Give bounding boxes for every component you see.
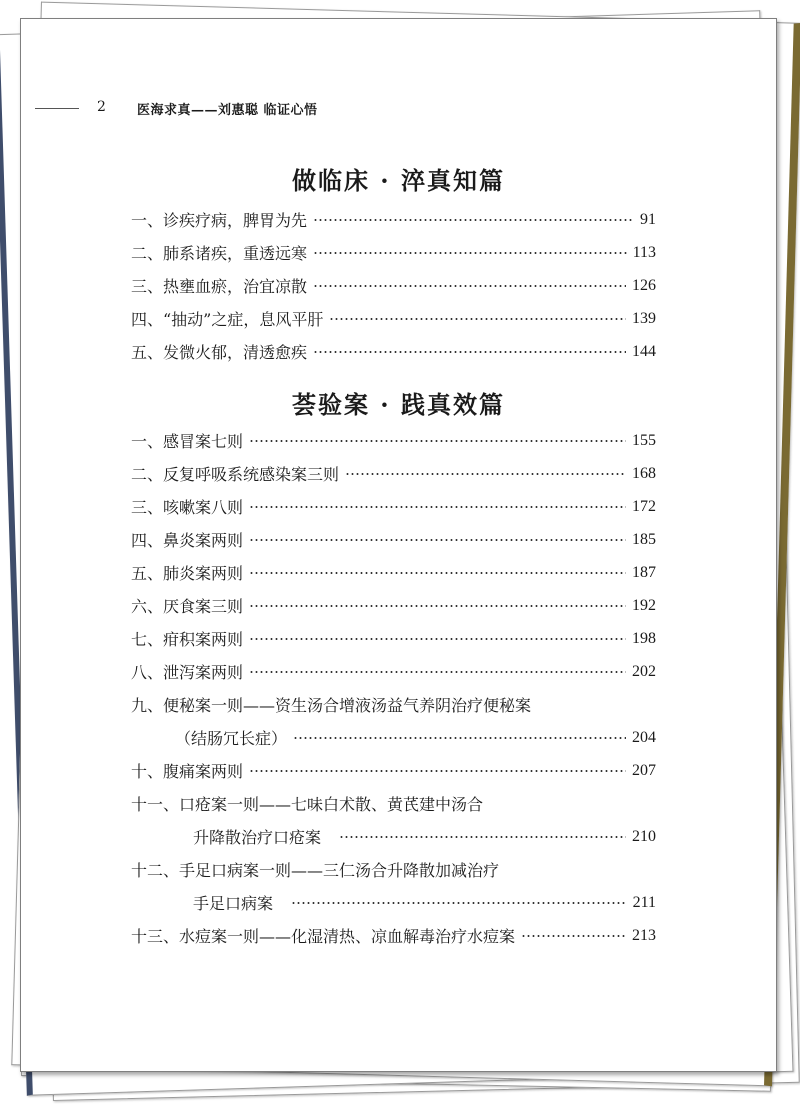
dot-leader [293, 737, 626, 739]
toc-entry-label: 一、诊疾疗病，脾胃为先 [131, 211, 308, 230]
toc-entry[interactable] [131, 203, 656, 236]
page-number: 2 [97, 99, 106, 115]
toc-entry-label: 十三、水痘案一则——化湿清热、凉血解毒治疗水痘案 [131, 927, 516, 946]
dot-leader [249, 506, 626, 508]
toc-entry-label: 七、疳积案两则 [131, 630, 244, 649]
toc-entry-label: 十一、口疮案一则——七味白术散、黄芪建中汤合 [131, 795, 484, 814]
toc-entry-page: 139 [632, 309, 656, 327]
dot-leader [345, 473, 626, 475]
toc-entry-label: 九、便秘案一则——资生汤合增液汤益气养阴治疗便秘案 [131, 696, 532, 715]
toc-entry-page: 192 [632, 596, 656, 614]
toc-section-practice [131, 203, 656, 368]
toc-entry-continuation[interactable] [131, 820, 656, 853]
dot-leader [313, 351, 626, 353]
toc-entry[interactable] [131, 655, 656, 688]
toc-entry-page: 211 [632, 893, 656, 911]
toc-entry[interactable] [131, 457, 656, 490]
dot-leader [249, 605, 626, 607]
toc-entry-page: 172 [632, 497, 656, 515]
toc-entry-label: 五、发微火郁，清透愈疾 [131, 343, 308, 362]
toc-entry[interactable] [131, 787, 656, 820]
toc-entry-page: 155 [632, 431, 656, 449]
dot-leader [339, 836, 626, 838]
toc-entry-page: 210 [632, 827, 656, 845]
dot-leader [249, 638, 626, 640]
toc-entry-label: 三、咳嗽案八则 [131, 498, 244, 517]
dot-leader [521, 935, 626, 937]
toc-entry-label-continued: （结肠冗长症） [175, 729, 288, 748]
running-head [35, 97, 776, 121]
toc-entry-page: 144 [632, 342, 656, 360]
toc-entry[interactable] [131, 589, 656, 622]
toc-entry-label: 十二、手足口病案一则——三仁汤合升降散加减治疗 [131, 861, 500, 880]
toc-entry-label-continued: 升降散治疗口疮案 [193, 828, 322, 847]
toc-entry[interactable] [131, 523, 656, 556]
dot-leader [249, 539, 626, 541]
toc-entry-page: 187 [632, 563, 656, 581]
dot-leader [249, 440, 626, 442]
toc-entry-page: 185 [632, 530, 656, 548]
toc-entry-page: 91 [640, 210, 656, 228]
toc-entry[interactable] [131, 754, 656, 787]
toc-entry-continuation[interactable] [131, 721, 656, 754]
dot-leader [313, 219, 634, 221]
toc-entry-label: 二、反复呼吸系统感染案三则 [131, 465, 340, 484]
dot-leader [329, 318, 626, 320]
dot-leader [313, 285, 626, 287]
toc-entry-label: 四、“抽动”之症，息风平肝 [131, 310, 324, 329]
toc-entry[interactable] [131, 622, 656, 655]
toc-entry-page: 113 [632, 243, 656, 261]
toc-entry[interactable] [131, 424, 656, 457]
toc-entry[interactable] [131, 236, 656, 269]
toc-entry[interactable] [131, 688, 656, 721]
book-page [20, 18, 777, 1072]
toc-entry-continuation[interactable] [131, 886, 656, 919]
toc-entry[interactable] [131, 853, 656, 886]
toc-entry-page: 168 [632, 464, 656, 482]
toc-entry-label: 六、厌食案三则 [131, 597, 244, 616]
dot-leader [291, 902, 627, 904]
toc-entry-label-continued: 手足口病案 [193, 894, 274, 913]
toc-entry[interactable] [131, 556, 656, 589]
toc-entry[interactable] [131, 335, 656, 368]
toc-entry-page: 198 [632, 629, 656, 647]
toc-entry-page: 213 [632, 926, 656, 944]
toc-entry-page: 126 [632, 276, 656, 294]
toc-entry[interactable] [131, 490, 656, 523]
dot-leader [249, 770, 626, 772]
toc-entry-label: 二、肺系诸疾，重透远寒 [131, 244, 308, 263]
toc-entry-label: 五、肺炎案两则 [131, 564, 244, 583]
toc-entry-label: 三、热壅血瘀，治宜凉散 [131, 277, 308, 296]
header-rule [35, 108, 79, 109]
toc-entry-label: 十、腹痛案两则 [131, 762, 244, 781]
toc-entry-page: 204 [632, 728, 656, 746]
dot-leader [313, 252, 627, 254]
toc-entry-label: 八、泄泻案两则 [131, 663, 244, 682]
toc-entry[interactable] [131, 302, 656, 335]
dot-leader [249, 671, 626, 673]
section-title-practice: 做临床 · 淬真知篇 [291, 166, 506, 195]
toc-entry[interactable] [131, 919, 656, 952]
toc-entry-label: 一、感冒案七则 [131, 432, 244, 451]
toc-entry-page: 202 [632, 662, 656, 680]
toc-entry[interactable] [131, 269, 656, 302]
toc-entry-page: 207 [632, 761, 656, 779]
book-title: 医海求真——刘惠聪 临证心悟 [137, 103, 318, 118]
toc-section-cases [131, 424, 656, 952]
toc-entry-label: 四、鼻炎案两则 [131, 531, 244, 550]
section-title-cases: 荟验案 · 践真效篇 [291, 390, 506, 419]
dot-leader [249, 572, 626, 574]
